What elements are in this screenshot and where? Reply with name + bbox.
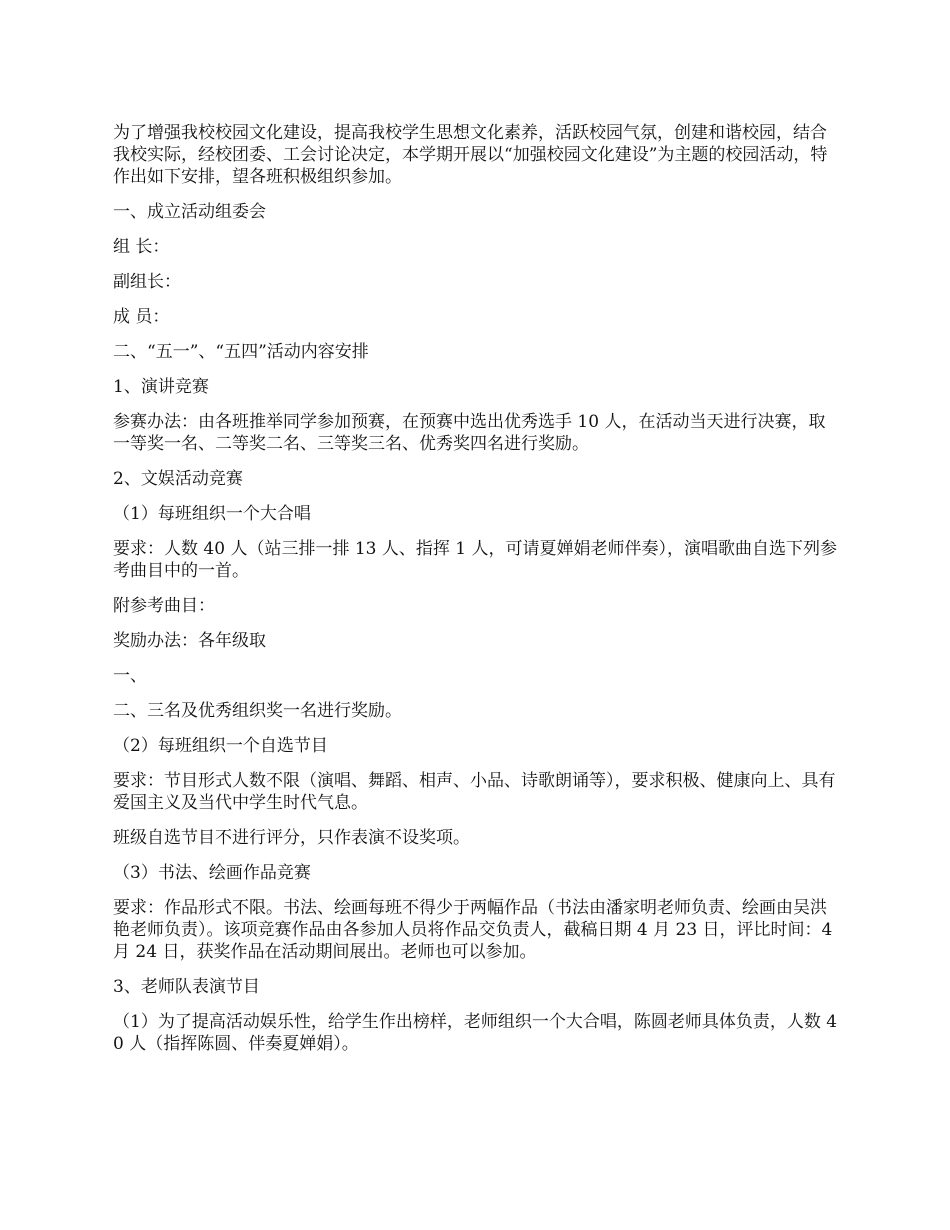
subheading-entertainment-contest: 2、文娱活动竞赛 bbox=[113, 469, 243, 489]
item-optional-program: （2）每班组织一个自选节目 bbox=[113, 736, 328, 756]
section-heading-committee: 一、成立活动组委会 bbox=[113, 202, 266, 222]
calligraphy-painting-requirements: 要求：作品形式不限。书法、绘画每班不得少于两幅作品（书法由潘家明老师负责、绘画由吴洪艳老师负责）。该项竞赛作品由各参加人员将作品交负责人，截稿日期 4 月 23 日，评比时间：4 月 24 日，获奖作品在活动期间展出。老师也可以参加。 bbox=[113, 898, 833, 962]
section-heading-activities: 二、“五一”、“五四”活动内容安排 bbox=[113, 342, 369, 362]
committee-leader-line: 组 长： bbox=[113, 237, 170, 257]
committee-deputy-line: 副组长： bbox=[113, 272, 181, 292]
document-body bbox=[113, 122, 841, 1068]
award-first-line: 一、 bbox=[113, 666, 147, 686]
award-method-line: 奖励办法：各年级取 bbox=[113, 631, 266, 651]
subheading-teacher-performance: 3、老师队表演节目 bbox=[113, 977, 260, 997]
intro-paragraph: 为了增强我校校园文化建设，提高我校学生思想文化素养，活跃校园气氛，创建和谐校园，结合我校实际，经校团委、工会讨论决定，本学期开展以“加强校园文化建设”为主题的校园活动，特作出如下安排，望各班积极组织参加。 bbox=[113, 123, 828, 187]
teacher-chorus-paragraph: （1）为了提高活动娱乐性，给学生作出榜样，老师组织一个大合唱，陈圆老师具体负责，人数 40 人（指挥陈圆、伴奏夏婵娟）。 bbox=[113, 1012, 838, 1054]
reference-songs-line: 附参考曲目： bbox=[113, 596, 215, 616]
chorus-requirements: 要求：人数 40 人（站三排一排 13 人、指挥 1 人，可请夏婵娟老师伴奏），演唱歌曲自选下列参考曲目中的一首。 bbox=[113, 539, 838, 581]
award-second-line: 二、三名及优秀组织奖一名进行奖励。 bbox=[113, 701, 402, 721]
item-calligraphy-painting: （3）书法、绘画作品竞赛 bbox=[113, 863, 311, 883]
committee-members-line: 成 员： bbox=[113, 307, 170, 327]
subheading-speech-contest: 1、演讲竞赛 bbox=[113, 377, 209, 397]
optional-program-requirements: 要求：节目形式人数不限（演唱、舞蹈、相声、小品、诗歌朗诵等），要求积极、健康向上、具有爱国主义及当代中学生时代气息。 bbox=[113, 771, 836, 813]
speech-contest-rules: 参赛办法：由各班推举同学参加预赛，在预赛中选出优秀选手 10 人，在活动当天进行决赛，取一等奖一名、二等奖二名、三等奖三名、优秀奖四名进行奖励。 bbox=[113, 412, 826, 454]
item-chorus: （1）每班组织一个大合唱 bbox=[113, 504, 311, 524]
optional-program-note: 班级自选节目不进行评分，只作表演不设奖项。 bbox=[113, 828, 470, 848]
